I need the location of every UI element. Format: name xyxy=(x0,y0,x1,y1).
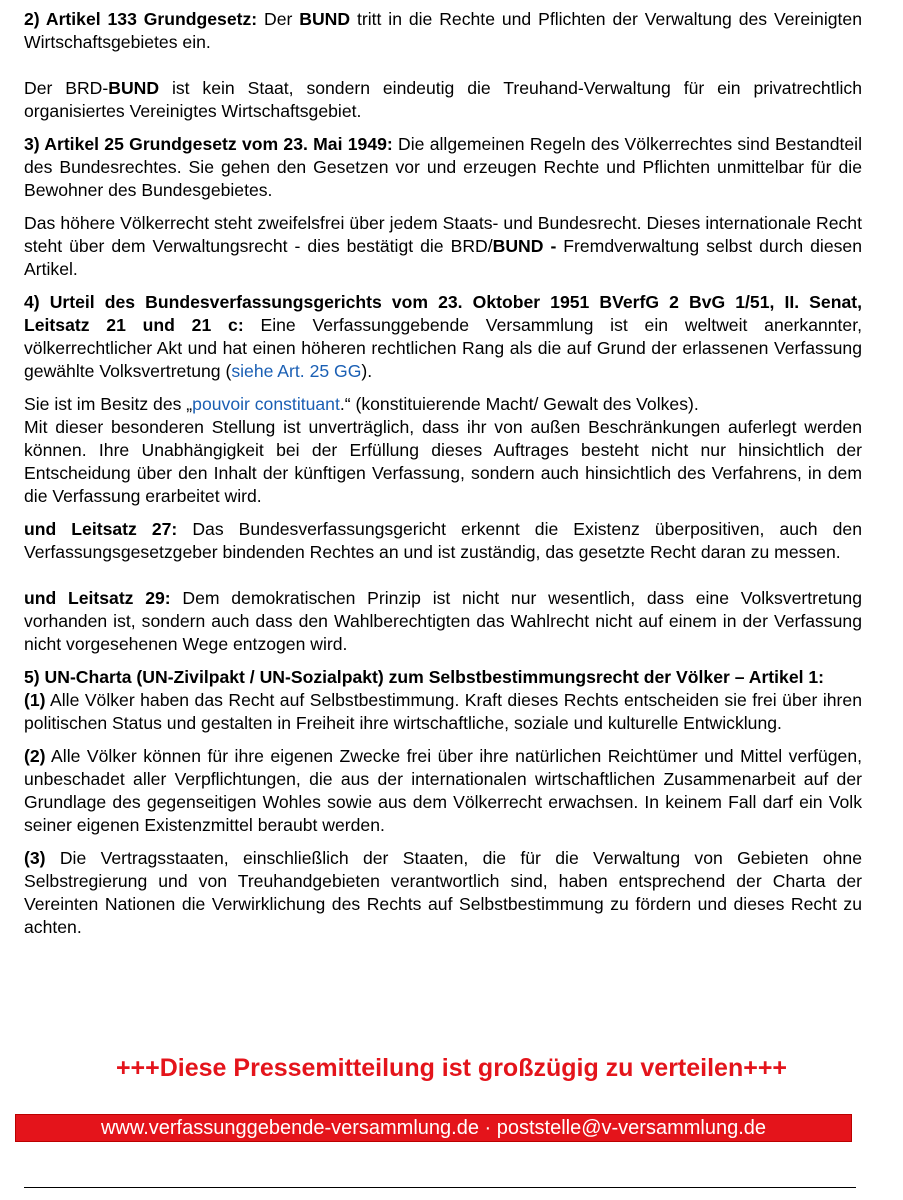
section-4-paragraph: 4) Urteil des Bundesverfassungsgerichts vom 23. Oktober 1951 BVerfG 2 BvG 1/51, II. Senat, Leitsatz 21 und 21 c: Eine Verfassunggebende Versammlung ist ein weltweit anerkannter, völkerrechtlicher Akt und hat einen höheren rechtlichen Rang als die auf Grund der erlassenen Verfassung gewählte Volksvertretung (siehe Art. 25 GG). xyxy=(24,292,862,381)
section-3-paragraph: 3) Artikel 25 Grundgesetz vom 23. Mai 1949: Die allgemeinen Regeln des Völkerrechtes sind Bestandteil des Bundesrechtes. Sie gehen den Gesetzen vor und erzeugen Rechte und Pflichten unmittelbar für die Bewohner des Bundesgebietes. xyxy=(24,134,862,200)
section-4-heading: 4) Urteil des Bundesverfassungsgerichts vom 23. Oktober 1951 BVerfG 2 BvG 1/51, II. Senat, Leitsatz 21 und 21 c: xyxy=(24,292,862,335)
leitsatz-27-paragraph: und Leitsatz 27: Das Bundesverfassungsgericht erkennt die Existenz überpositiven, auch den Verfassungsgesetzgeber bindenden Rechtes an und ist zuständig, das gesetzte Recht daran zu messen. xyxy=(24,519,862,562)
document-body xyxy=(24,8,862,939)
section-4-independence: Mit dieser besonderen Stellung ist unverträglich, dass ihr von außen Beschränkungen auferlegt werden können. Ihre Unabhängigkeit bei der Erfüllung dieses Auftrages besteht nicht nur hinsichtlich der Entscheidung über den Inhalt der künftigen Verfassung, sondern auch hinsichtlich des Verfahrens, in dem die Verfassung erarbeitet wird. xyxy=(24,417,862,506)
section-3-heading: 3) Artikel 25 Grundgesetz vom 23. Mai 1949: xyxy=(24,134,393,154)
leitsatz-29-paragraph: und Leitsatz 29: Dem demokratischen Prinzip ist nicht nur wesentlich, dass eine Volksvertretung vorhanden ist, sondern auch dass den Wahlberechtigten das Wahlrecht nicht auf einem in der Verfassung nicht vorgesehenen Wege entzogen wird. xyxy=(24,588,862,654)
press-release-notice: +++Diese Pressemitteilung ist großzügig zu verteilen+++ xyxy=(115,1054,788,1082)
bottom-divider xyxy=(24,1187,856,1188)
pouvoir-constituant-link[interactable]: pouvoir constituant xyxy=(192,394,340,414)
footer-contact-bar[interactable]: www.verfassunggebende-versammlung.de · poststelle@v-versammlung.de xyxy=(15,1114,852,1142)
section-2-heading: 2) Artikel 133 Grundgesetz: xyxy=(24,9,258,29)
section-4-pouvoir: Sie ist im Besitz des „pouvoir constituant.“ (konstituierende Macht/ Gewalt des Volkes). xyxy=(24,394,699,414)
article-25-link[interactable]: siehe Art. 25 GG xyxy=(231,361,362,381)
un-article-1-paragraph-3: (3) Die Vertragsstaaten, einschließlich der Staaten, die für die Verwaltung von Gebieten ohne Selbstregierung und von Treuhandgebieten verantwortlich sind, haben entsprechend der Charta der Vereinten Nationen die Verwirklichung des Rechts auf Selbstbestimmung zu fördern und dieses Recht zu achten. xyxy=(24,848,862,937)
section-2-paragraph: 2) Artikel 133 Grundgesetz: Der BUND tritt in die Rechte und Pflichten der Verwaltung des Vereinigten Wirtschaftsgebietes ein. xyxy=(24,9,862,52)
leitsatz-27-heading: und Leitsatz 27: xyxy=(24,519,178,539)
section-3-commentary: Das höhere Völkerrecht steht zweifelsfrei über jedem Staats- und Bundesrecht. Dieses internationale Recht steht über dem Verwaltungsrecht - dies bestätigt die BRD/BUND - Fremdverwaltung selbst durch diesen Artikel. xyxy=(24,213,862,279)
un-article-1-paragraph-1: (1) Alle Völker haben das Recht auf Selbstbestimmung. Kraft dieses Rechts entscheiden sie frei über ihren politischen Status und gestalten in Freiheit ihre wirtschaftliche, soziale und kulturelle Entwicklung. xyxy=(24,690,862,733)
section-2-commentary: Der BRD-BUND ist kein Staat, sondern eindeutig die Treuhand-Verwaltung für ein privatrechtlich organisiertes Vereinigtes Wirtschaftsgebiet. xyxy=(24,78,862,121)
un-article-1-paragraph-2: (2) Alle Völker können für ihre eigenen Zwecke frei über ihre natürlichen Reichtümer und Mittel verfügen, unbeschadet aller Verpflichtungen, die aus der internationalen wirtschaftlichen Zusammenarbeit auf der Grundlage des gegenseitigen Wohles sowie aus dem Völkerrecht erwachsen. In keinem Fall darf ein Volk seiner eigenen Existenzmittel beraubt werden. xyxy=(24,746,862,835)
leitsatz-29-heading: und Leitsatz 29: xyxy=(24,588,171,608)
section-5-heading: 5) UN-Charta (UN-Zivilpakt / UN-Sozialpakt) zum Selbstbestimmungsrecht der Völker – Artikel 1: xyxy=(24,667,825,687)
